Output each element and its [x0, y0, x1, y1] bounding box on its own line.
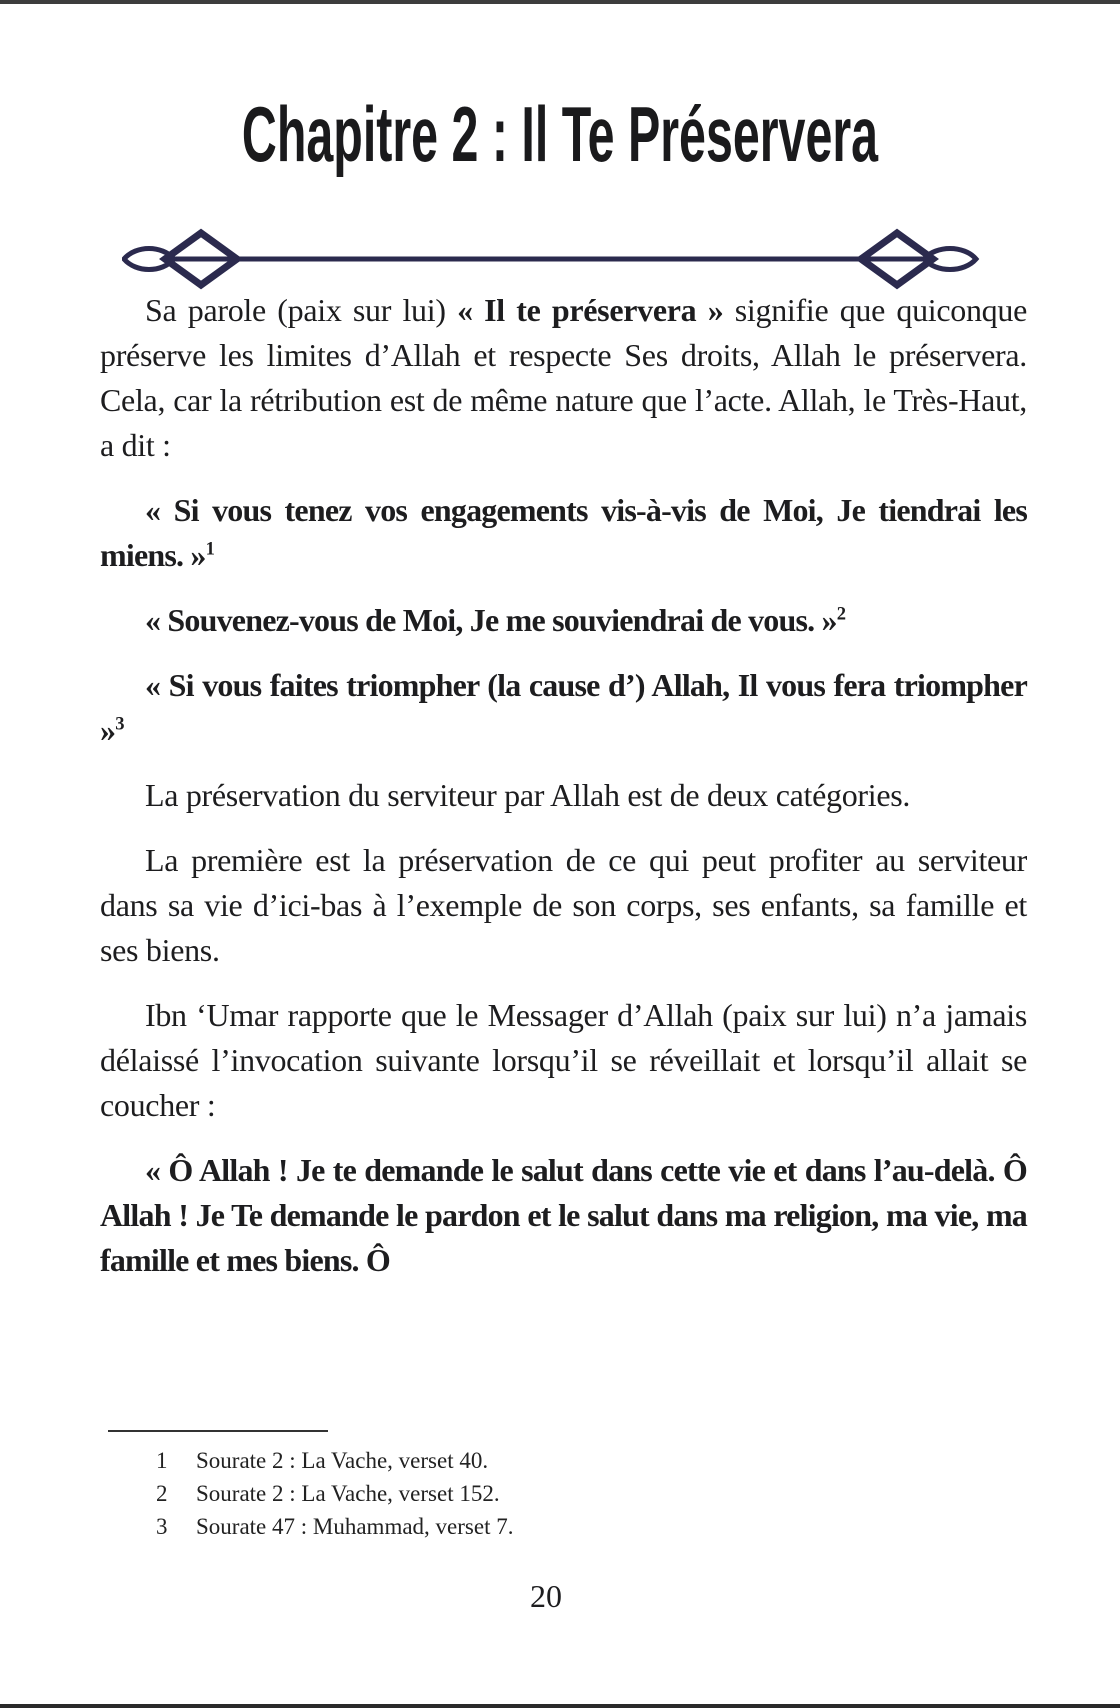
quran-quote-3-text: « Si vous faites triompher (la cause d’) Allah, Il vous fera triompher »	[100, 667, 1027, 748]
footnote-number: 3	[156, 1514, 168, 1539]
footnote-item	[100, 1510, 1027, 1543]
footnote-text: Sourate 2 : La Vache, verset 40.	[196, 1448, 489, 1473]
paragraph-ibn-umar: Ibn ‘Umar rapporte que le Messager d’Allah (paix sur lui) n’a jamais délaissé l’invocation suivante lorsqu’il se réveillait et lorsqu’il allait se coucher :	[100, 997, 1027, 1123]
divider-ornament-svg	[122, 219, 980, 299]
quran-quote-1-text: « Si vous tenez vos engagements vis-à-vis de Moi, Je tiendrai les miens. »	[100, 492, 1027, 573]
paragraph-categories: La préservation du serviteur par Allah est de deux catégories.	[145, 777, 911, 813]
screen-top-bar	[0, 0, 1120, 4]
footnote-item	[100, 1477, 1027, 1510]
paragraph-intro-bold-phrase: « Il te préservera »	[457, 292, 724, 328]
footnote-text: Sourate 47 : Muhammad, verset 7.	[196, 1514, 514, 1539]
footnote-number: 1	[156, 1448, 168, 1473]
ornamental-divider	[122, 219, 980, 299]
page-body-text	[100, 288, 1027, 1303]
quran-quote-2	[100, 598, 1027, 643]
quran-quote-2-text: « Souvenez-vous de Moi, Je me souviendrai de vous. »	[145, 602, 837, 638]
dua-quote	[100, 1148, 1027, 1283]
footnote-number: 2	[156, 1481, 168, 1506]
quran-quote-1	[100, 488, 1027, 578]
chapter-title: Chapitre 2 : Il Te Préservera	[241, 90, 879, 178]
page-number: 20	[530, 1578, 562, 1614]
paragraph-intro-post: signifie que quiconque préserve les limites d’Allah et respecte Ses droits, Allah le préservera. Cela, car la rétribution est de même nature que l’acte. Allah, le Très-Haut, a dit :	[100, 292, 1027, 463]
footnote-text: Sourate 2 : La Vache, verset 152.	[196, 1481, 500, 1506]
paragraph-first-category: La première est la préservation de ce qui peut profiter au serviteur dans sa vie d’ici-bas à l’exemple de son corps, ses enfants, sa famille et ses biens.	[100, 842, 1027, 968]
paragraph-intro-pre: Sa parole (paix sur lui)	[145, 292, 458, 328]
footnotes-section	[100, 1430, 1027, 1543]
dua-quote-text: « Ô Allah ! Je te demande le salut dans cette vie et dans l’au-delà. Ô Allah ! Je Te demande le pardon et le salut dans ma religion, ma vie, ma famille et mes biens. Ô	[100, 1152, 1027, 1278]
quran-quote-3	[100, 663, 1027, 753]
screen-bottom-bar	[0, 1704, 1120, 1708]
footnote-ref-3: 3	[115, 713, 124, 735]
footnote-item	[100, 1444, 1027, 1477]
footnote-ref-2: 2	[836, 603, 846, 625]
footnote-separator	[108, 1430, 328, 1432]
footnote-ref-1: 1	[205, 538, 215, 560]
paragraph-intro	[100, 288, 1027, 468]
